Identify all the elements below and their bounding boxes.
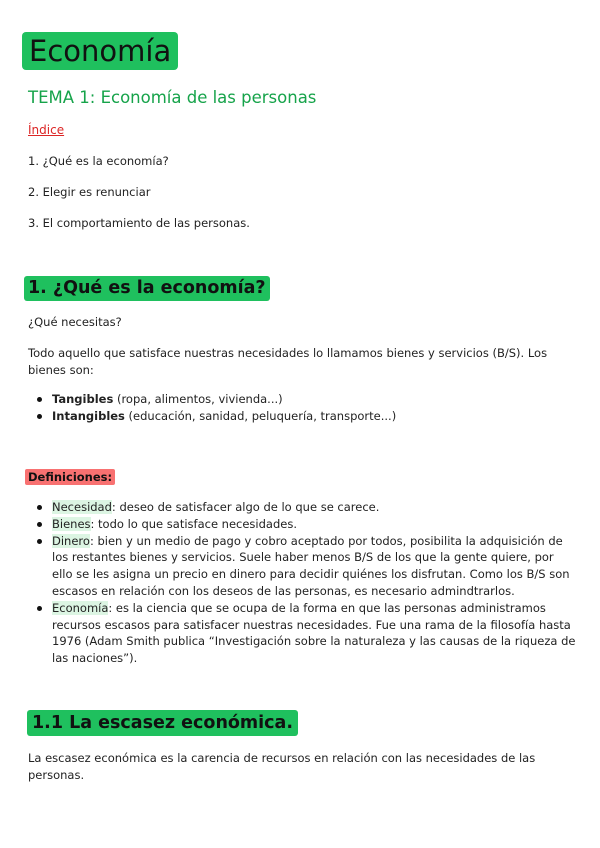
definiciones-label: Definiciones: (25, 469, 115, 485)
list-item (28, 516, 576, 533)
list-item (28, 391, 578, 408)
indice-item-1: 1. ¿Qué es la economía? (28, 154, 169, 168)
section-1-1-heading: 1.1 La escasez económica. (27, 710, 298, 736)
list-item (28, 600, 576, 667)
definition-term: Necesidad (52, 500, 112, 514)
section-1-heading: 1. ¿Qué es la economía? (24, 276, 270, 301)
indice-link[interactable]: Índice (28, 123, 65, 137)
definition-text: : bien y un medio de pago y cobro aceptado por todos, posibilita la adquisición de los restantes bienes y servicios. Suele haber menos B/S de los que la gente quiere, por ello se les asigna un precio en dinero para decidir quiénes los disfrutan. Como los B/S son escasos en relación con los deseos de las personas, es necesario admindtrarlos. (52, 533, 570, 598)
section-1-1-text: La escasez económica es la carencia de recursos en relación con las necesidades de las personas. (28, 751, 536, 782)
section-1-intro: Todo aquello que satisface nuestras necesidades lo llamamos bienes y servicios (B/S). Los bienes son: (28, 346, 548, 377)
list-item (28, 533, 576, 600)
definition-text: : todo lo que satisface necesidades. (90, 516, 297, 531)
definition-text: : es la ciencia que se ocupa de la forma en que las personas administramos recursos escasos para satisfacer nuestras necesidades. Fue una rama de la filosofía hasta 1976 (Adam Smith publica “Investigación sobre la naturaleza y las causas de la riqueza de las naciones”). (52, 600, 576, 666)
bien-term: Intangibles (52, 408, 125, 423)
definition-term: Dinero (52, 533, 90, 548)
indice-item-3: 3. El comportamiento de las personas. (28, 216, 250, 230)
document-title: Economía (22, 32, 178, 70)
bien-desc: (ropa, alimentos, vivienda...) (113, 392, 283, 406)
definition-text: : deseo de satisfacer algo de lo que se carece. (111, 500, 380, 514)
list-item (28, 499, 576, 516)
definition-term: Bienes (52, 516, 91, 531)
tema-heading: TEMA 1: Economía de las personas (28, 88, 317, 107)
bienes-list (28, 391, 578, 425)
section-1-question: ¿Qué necesitas? (28, 315, 122, 329)
definiciones-list (28, 499, 576, 667)
bien-term: Tangibles (52, 392, 114, 406)
list-item (28, 408, 578, 425)
bien-desc: (educación, sanidad, peluquería, transporte...) (124, 408, 397, 423)
definition-term: Economía (52, 600, 109, 615)
indice-item-2: 2. Elegir es renunciar (28, 185, 151, 199)
